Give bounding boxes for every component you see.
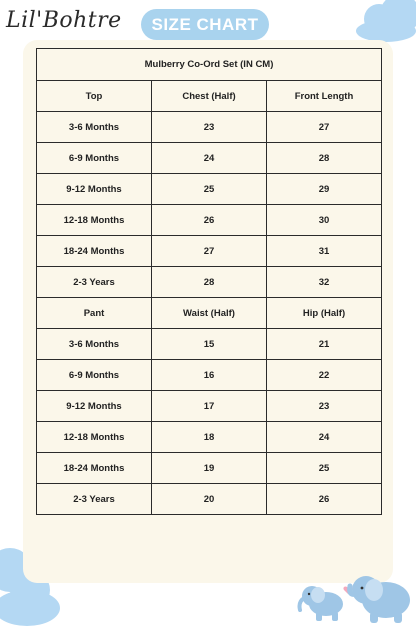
column-header: Waist (Half) xyxy=(152,298,267,329)
measurement-cell: 17 xyxy=(152,391,267,422)
measurement-cell: 21 xyxy=(267,329,382,360)
size-label-cell: 2-3 Years xyxy=(37,267,152,298)
elephants-icon xyxy=(296,568,416,624)
measurement-cell: 16 xyxy=(152,360,267,391)
column-header: Pant xyxy=(37,298,152,329)
measurement-cell: 24 xyxy=(267,422,382,453)
measurement-cell: 28 xyxy=(152,267,267,298)
size-label-cell: 6-9 Months xyxy=(37,143,152,174)
column-header: Front Length xyxy=(267,81,382,112)
size-label-cell: 12-18 Months xyxy=(37,422,152,453)
cloud-icon xyxy=(360,0,416,40)
table-row xyxy=(37,391,382,422)
measurement-cell: 22 xyxy=(267,360,382,391)
column-header: Top xyxy=(37,81,152,112)
measurement-cell: 31 xyxy=(267,236,382,267)
measurement-cell: 28 xyxy=(267,143,382,174)
measurement-cell: 18 xyxy=(152,422,267,453)
measurement-cell: 26 xyxy=(267,484,382,515)
table-row xyxy=(37,205,382,236)
measurement-cell: 26 xyxy=(152,205,267,236)
table-row xyxy=(37,143,382,174)
table-row xyxy=(37,267,382,298)
measurement-cell: 23 xyxy=(152,112,267,143)
measurement-cell: 20 xyxy=(152,484,267,515)
brand-logo: Lil'Bohtre xyxy=(6,8,122,33)
measurement-cell: 24 xyxy=(152,143,267,174)
table-header-row xyxy=(37,81,382,112)
size-label-cell: 9-12 Months xyxy=(37,174,152,205)
table-row xyxy=(37,174,382,205)
size-label-cell: 3-6 Months xyxy=(37,112,152,143)
size-label-cell: 9-12 Months xyxy=(37,391,152,422)
table-row xyxy=(37,329,382,360)
measurement-cell: 27 xyxy=(152,236,267,267)
measurement-cell: 27 xyxy=(267,112,382,143)
table-row xyxy=(37,236,382,267)
size-label-cell: 18-24 Months xyxy=(37,453,152,484)
measurement-cell: 19 xyxy=(152,453,267,484)
table-row xyxy=(37,422,382,453)
page-title: SIZE CHART xyxy=(141,9,269,40)
size-label-cell: 2-3 Years xyxy=(37,484,152,515)
table-row xyxy=(37,453,382,484)
column-header: Hip (Half) xyxy=(267,298,382,329)
size-label-cell: 18-24 Months xyxy=(37,236,152,267)
table-row xyxy=(37,360,382,391)
table-header-row xyxy=(37,298,382,329)
column-header: Chest (Half) xyxy=(152,81,267,112)
size-chart-table xyxy=(36,48,382,515)
measurement-cell: 25 xyxy=(267,453,382,484)
measurement-cell: 30 xyxy=(267,205,382,236)
measurement-cell: 32 xyxy=(267,267,382,298)
measurement-cell: 29 xyxy=(267,174,382,205)
table-row xyxy=(37,484,382,515)
measurement-cell: 23 xyxy=(267,391,382,422)
measurement-cell: 15 xyxy=(152,329,267,360)
size-label-cell: 6-9 Months xyxy=(37,360,152,391)
table-caption: Mulberry Co-Ord Set (IN CM) xyxy=(37,49,382,81)
size-label-cell: 12-18 Months xyxy=(37,205,152,236)
size-label-cell: 3-6 Months xyxy=(37,329,152,360)
measurement-cell: 25 xyxy=(152,174,267,205)
table-row xyxy=(37,112,382,143)
